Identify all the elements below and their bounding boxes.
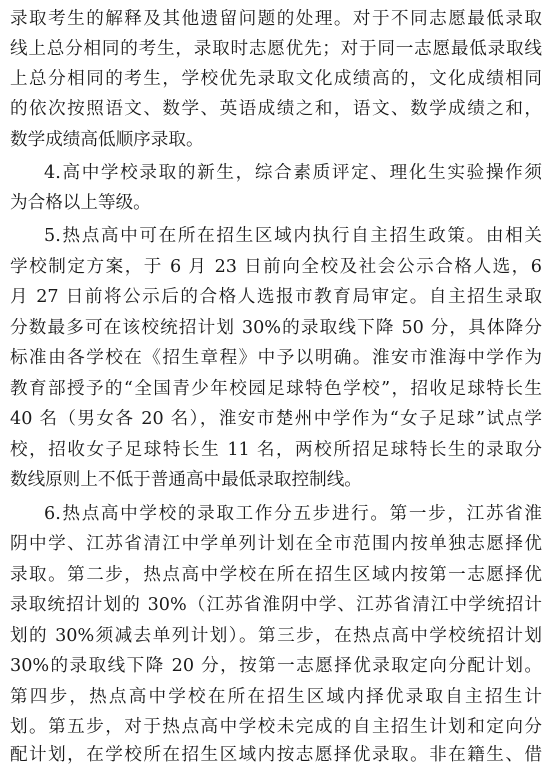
- text-line-13: 教育部授予的“全国青少年校园足球特色学校”，招收足球特长生: [10, 379, 542, 399]
- text-line-24: 划。第五步，对于热点高中学校未完成的自主招生计划和定向分: [10, 717, 542, 737]
- text-line-14: 40 名（男女各 20 名），淮安市楚州中学作为“女子足球”试点学: [10, 409, 542, 429]
- paragraph-6-first-line: 6.热点高中学校的录取工作分五步进行。第一步，江苏省淮: [44, 504, 542, 524]
- text-line-9: 学校制定方案，于 6 月 23 日前向全校及社会公示合格人选，6: [10, 257, 542, 277]
- text-line-12: 标准由各学校在《招生章程》中予以明确。淮安市淮海中学作为: [10, 348, 542, 368]
- text-line-5: 数学成绩高低顺序录取。: [10, 130, 204, 150]
- text-line-4: 的依次按照语文、数学、英语成绩之和，语文、数学成绩之和，: [10, 99, 542, 119]
- text-line-23: 第四步，热点高中学校在所在招生区域内择优录取自主招生计: [10, 687, 542, 707]
- text-line-11: 分数最多可在该校统招计划 30%的录取线下降 50 分，具体降分: [10, 318, 542, 338]
- text-line-22: 30%的录取线下降 20 分，按第一志愿择优录取定向分配计划。: [10, 656, 542, 676]
- text-line-25: 配计划，在学校所在招生区域内按志愿择优录取。非在籍生、借: [10, 745, 542, 765]
- text-line-16: 数线原则上不低于普通高中最低录取控制线。: [10, 470, 362, 490]
- text-line-7: 为合格以上等级。: [10, 193, 151, 213]
- text-line-1: 录取考生的解释及其他遗留问题的处理。对于不同志愿最低录取: [10, 9, 542, 29]
- paragraph-4-first-line: 4.高中学校录取的新生，综合素质评定、理化生实验操作须: [44, 163, 542, 183]
- paragraph-5-first-line: 5.热点高中可在所在招生区域内执行自主招生政策。由相关: [44, 226, 542, 246]
- text-line-21: 划的 30%须减去单列计划）。第三步，在热点高中学校统招计划: [10, 626, 542, 646]
- text-line-19: 录取。第二步，热点高中学校在所在招生区域内按第一志愿择优: [10, 565, 542, 585]
- text-line-3: 上总分相同的考生，学校优先录取文化成绩高的，文化成绩相同: [10, 69, 542, 89]
- text-line-2: 线上总分相同的考生，录取时志愿优先；对于同一志愿最低录取线: [10, 39, 542, 59]
- text-line-18: 阴中学、江苏省清江中学单列计划在全市范围内按单独志愿择优: [10, 534, 542, 554]
- text-line-15: 校，招收女子足球特长生 11 名，两校所招足球特长生的录取分: [10, 440, 542, 460]
- text-line-20: 录取统招计划的 30%（江苏省淮阴中学、江苏省清江中学统招计: [10, 595, 542, 615]
- text-line-10: 月 27 日前将公示后的合格人选报市教育局审定。自主招生录取: [10, 287, 542, 307]
